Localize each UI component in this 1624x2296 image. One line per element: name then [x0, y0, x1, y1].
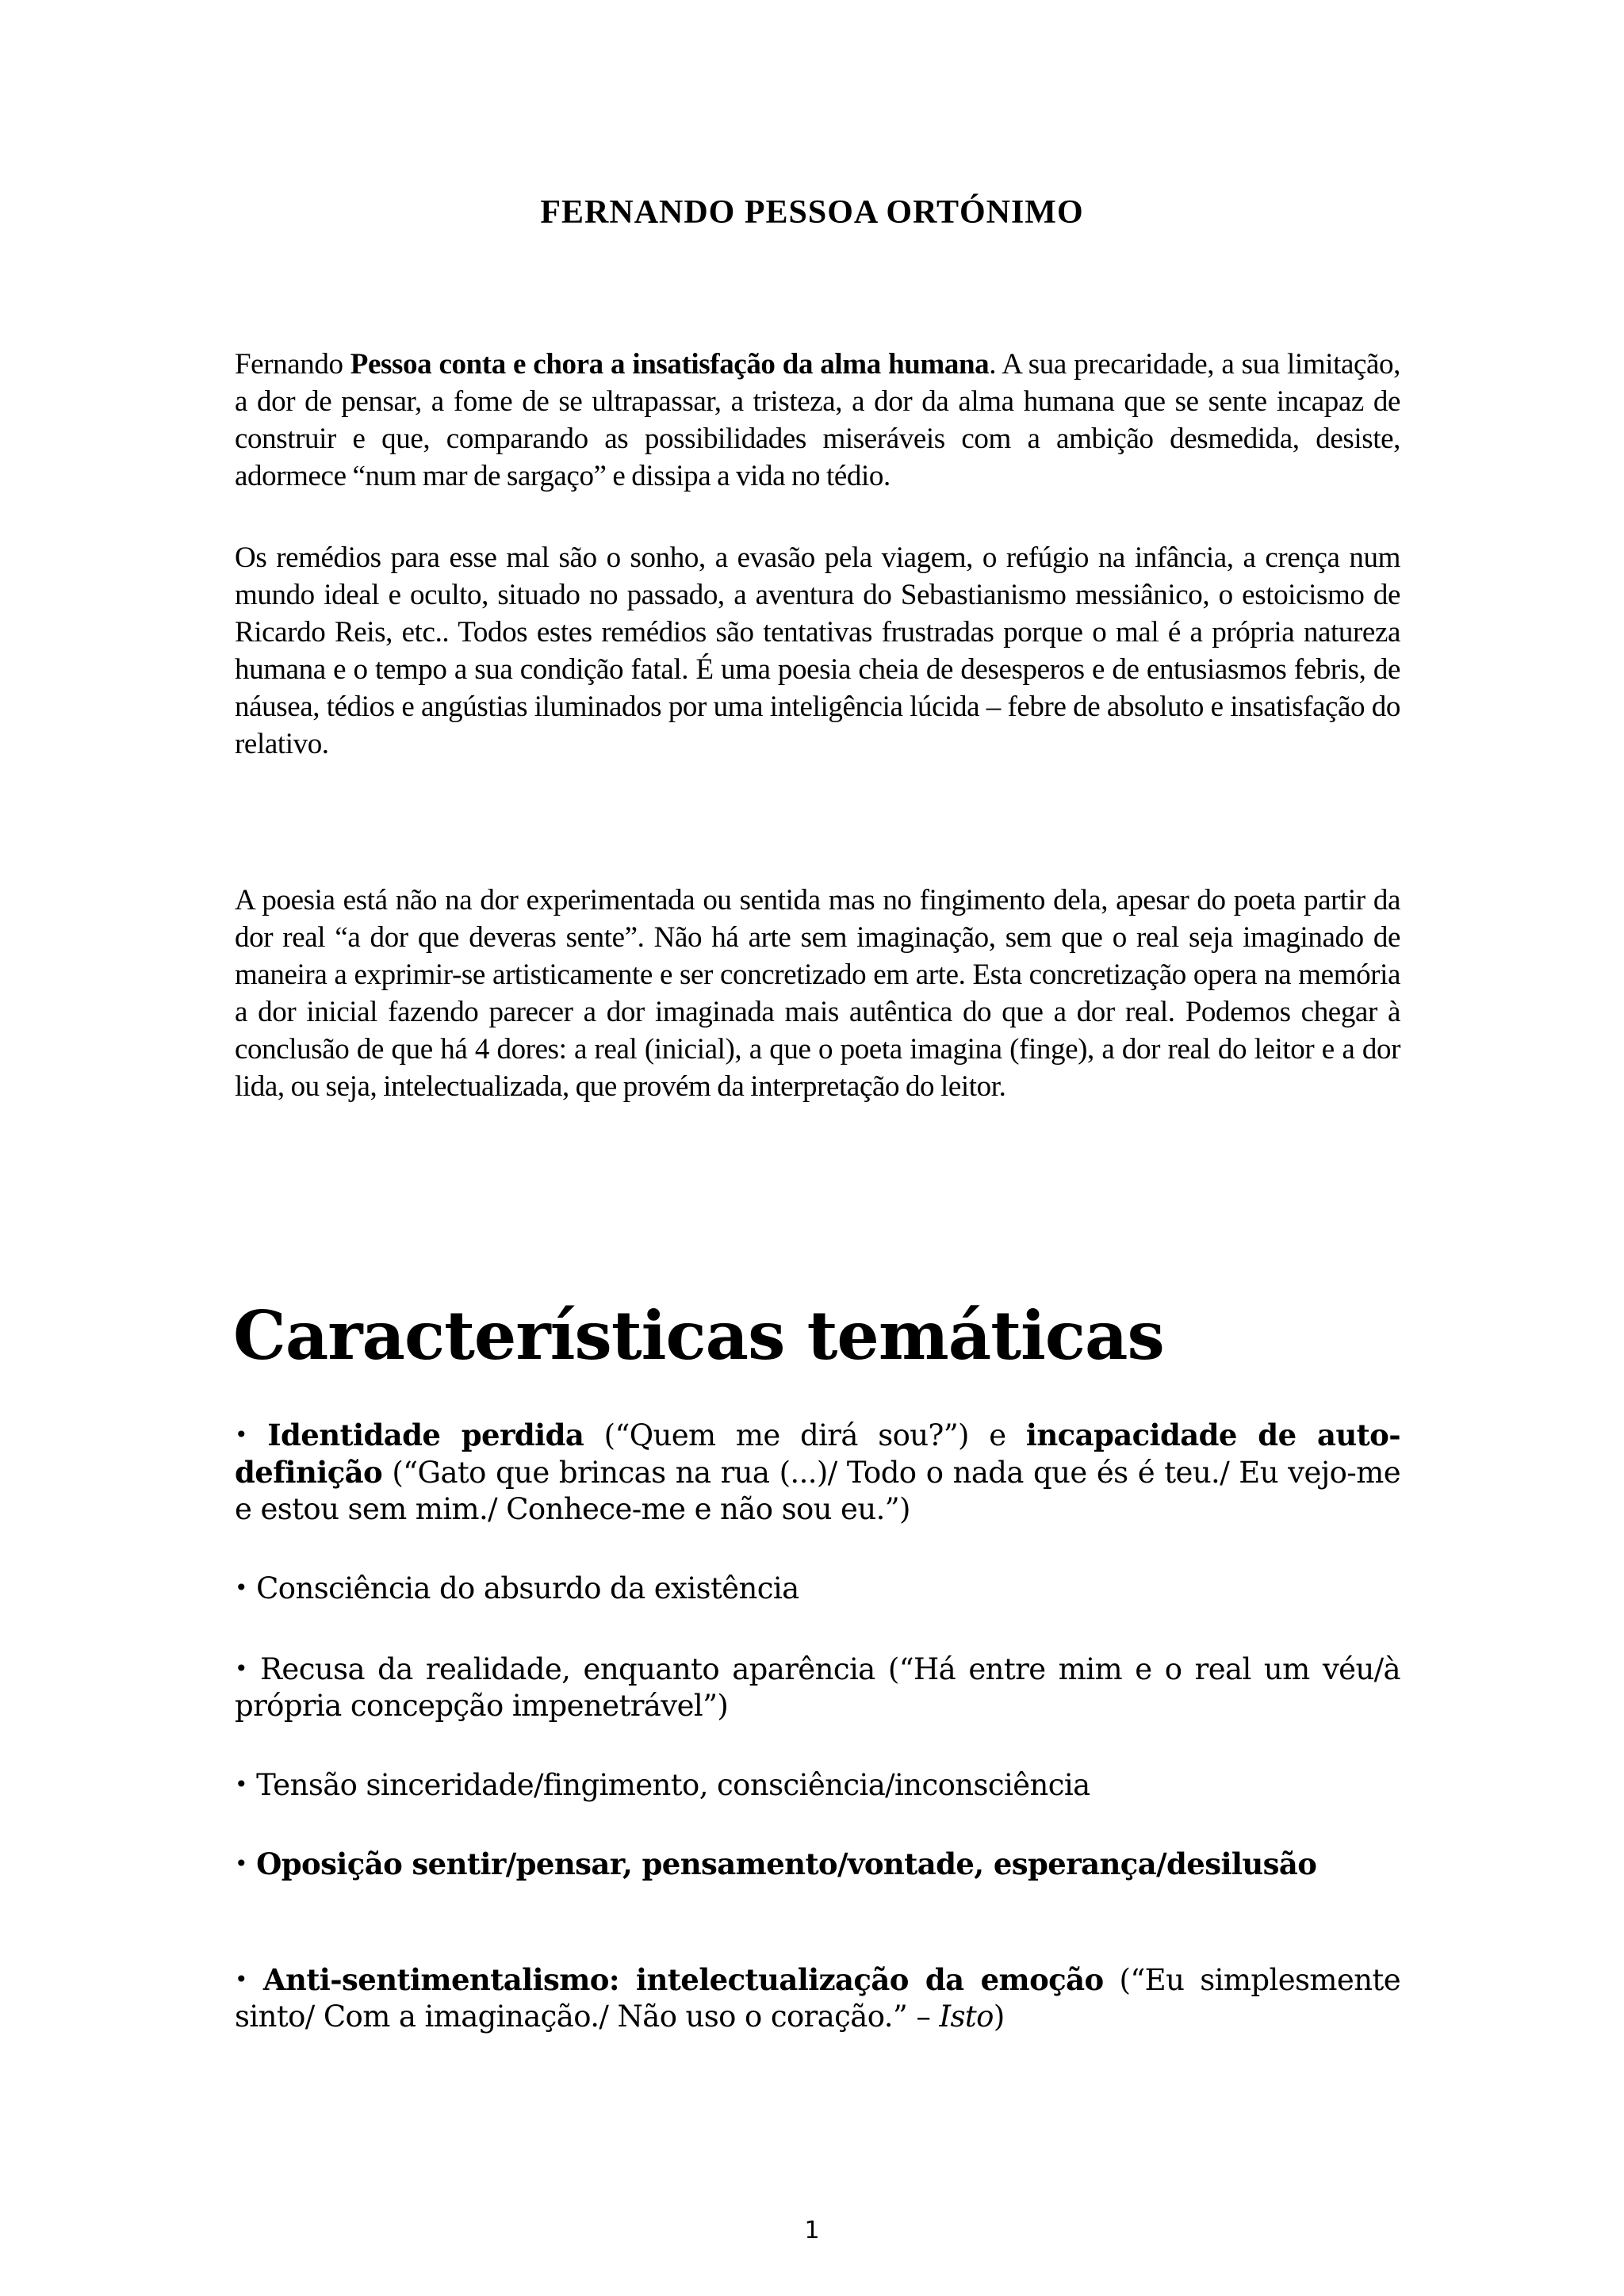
bullet-icon: • [235, 1655, 247, 1682]
list-item [235, 1961, 1400, 2035]
item-text: ) [993, 1999, 1005, 2034]
section-heading: Características temáticas [233, 1296, 1164, 1375]
bold-phrase: Pessoa conta e chora a insatisfação da alma humana [350, 348, 990, 381]
item-text: Recusa da realidade, enquanto aparência (“Há entre mim e o real um véu/à própria concepção impenetrável”) [235, 1652, 1401, 1723]
list-item [235, 1766, 1400, 1804]
list-item [235, 1846, 1400, 1883]
paragraph-remedios: Os remédios para esse mal são o sonho, a evasão pela viagem, o refúgio na infância, a crença num mundo ideal e oculto, situado no passado, a aventura do Sebastianismo messiânico, o estoicismo de Ricardo Reis, etc.. Todos estes remédios são tentativas frustradas porque o mal é a própria natureza humana e o tempo a sua condição fatal. É uma poesia cheia de desesperos e de entusiasmos febris, de náusea, tédios e angústias iluminados por uma inteligência lúcida – febre de absoluto e insatisfação do relativo. [235, 541, 1400, 760]
item-text: (“Quem me dirá sou?”) e [584, 1418, 1026, 1452]
paragraph-fingimento: A poesia está não na dor experimentada ou sentida mas no fingimento dela, apesar do poeta partir da dor real “a dor que deveras sente”. Não há arte sem imaginação, sem que o real seja imaginado de maneira a exprimir-se artisticamente e ser concretizado em arte. Esta concretização opera na memória a dor inicial fazendo parecer a dor imaginada mais autêntica do que a dor real. Podemos chegar à conclusão de que há 4 dores: a real (inicial), a que o poeta imagina (finge), a dor real do leitor e a dor lida, ou seja, intelectualizada, que provém da interpretação do leitor. [235, 884, 1400, 1103]
bullet-icon: • [235, 1575, 247, 1601]
list-item [235, 1651, 1400, 1724]
item-bold: Oposição sentir/pensar, pensamento/vontade, esperança/desilusão [256, 1846, 1317, 1881]
item-italic: Isto [939, 1999, 994, 2034]
document-title: FERNANDO PESSOA ORTÓNIMO [540, 194, 1084, 231]
bullet-icon: • [235, 1966, 247, 1992]
paragraph-text: . A sua precaridade, a sua limitação, a dor de pensar, a fome de se ultrapassar, a tristeza, a dor da alma humana que se sente incapaz de construir e que, comparando as possibilidades miseráveis com a ambição desmedida, desiste, adormece “num mar de sargaço” e dissipa a vida no tédio. [235, 348, 1400, 492]
page-number: 1 [804, 2217, 820, 2244]
bullet-icon: • [235, 1771, 247, 1797]
paragraph-text: Fernando [235, 348, 350, 381]
bullet-icon: • [235, 1850, 247, 1877]
list-item [235, 1417, 1400, 1528]
item-bold: Identidade perdida [267, 1418, 584, 1452]
list-item [235, 1570, 1400, 1607]
item-bold: incapacidade de auto-definição [235, 1418, 1400, 1490]
item-text: (“Eu simplesmente sinto/ Com a imaginação./ Não uso o coração.” – [235, 1963, 1400, 2034]
paragraph-insatisfacao [235, 346, 1400, 495]
item-text: Tensão sinceridade/fingimento, consciência/inconsciência [256, 1768, 1090, 1802]
bullet-icon: • [235, 1422, 247, 1448]
item-text: (“Gato que brincas na rua (...)/ Todo o nada que és é teu./ Eu vejo-me e estou sem mim./ Conhece-me e não sou eu.”) [235, 1456, 1400, 1526]
item-text: Consciência do absurdo da existência [256, 1571, 799, 1605]
item-bold: Anti-sentimentalismo: intelectualização da emoção [262, 1962, 1104, 1997]
